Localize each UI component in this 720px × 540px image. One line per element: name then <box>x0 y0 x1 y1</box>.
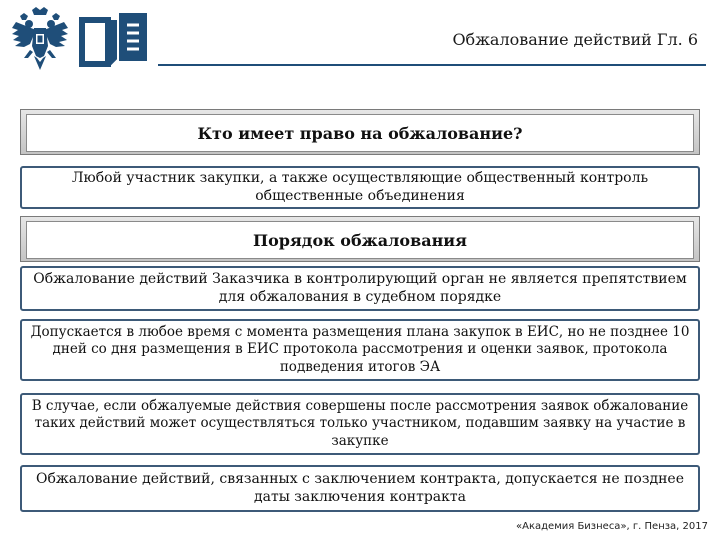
header-divider <box>158 64 706 66</box>
procedure-item-1: Обжалование действий Заказчика в контролирующий орган не является препятствием для обжалования в судебном порядке <box>20 266 700 311</box>
footer-credit: «Академия Бизнеса», г. Пенза, 2017 <box>516 521 708 532</box>
section-who-title: Кто имеет право на обжалование? <box>26 114 694 152</box>
who-description-box: Любой участник закупки, а также осуществляющие общественный контроль общественные объединения <box>20 166 700 209</box>
page-title: Обжалование действий Гл. 6 <box>452 30 698 49</box>
section-procedure-title: Порядок обжалования <box>26 221 694 259</box>
coat-of-arms-eagle-icon <box>10 6 70 72</box>
open-book-logo-icon <box>78 12 148 68</box>
procedure-item-2: Допускается в любое время с момента размещения плана закупок в ЕИС, но не позднее 10 дней со дня размещения в ЕИС протокола рассмотрения и оценки заявок, протокола подведения итогов ЭА <box>20 319 700 381</box>
procedure-item-4: Обжалование действий, связанных с заключением контракта, допускается не позднее даты заключения контракта <box>20 465 700 512</box>
procedure-item-3: В случае, если обжалуемые действия совершены после рассмотрения заявок обжалование таких действий может осуществляться только участником, подавшим заявку на участие в закупке <box>20 393 700 455</box>
